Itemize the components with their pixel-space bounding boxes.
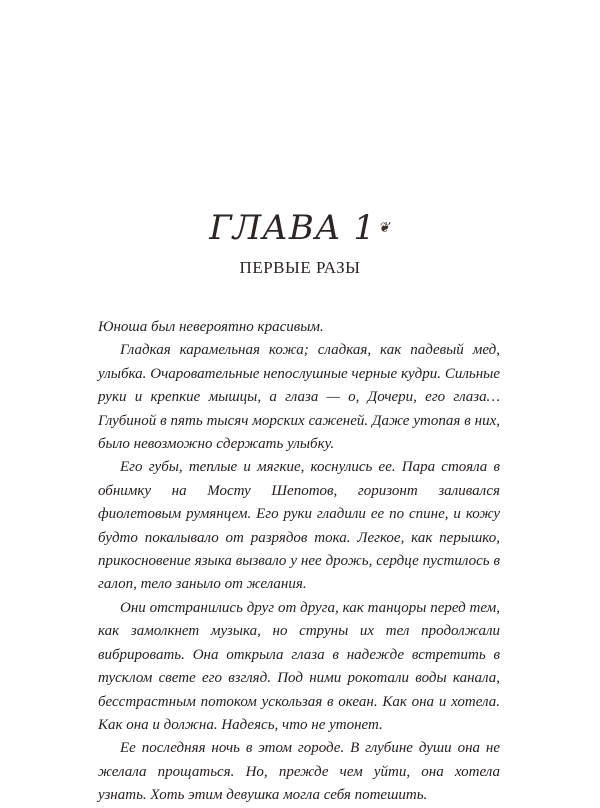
paragraph: Юноша был невероятно красивым. [98, 319, 324, 335]
chapter-title-text: ГЛАВА 1 [209, 208, 377, 248]
chapter-heading [0, 206, 600, 250]
chapter-title [209, 206, 391, 250]
paragraph: Его губы, теплые и мягкие, коснулись ее. Пара стояла в обнимку на Мосту Шепотов, горизонт заливался фиолетовым румянцем. Его руки гладили ее по спине, и кожу будто покалывало от разрядов тока. Легкое, как перышко, прикосновение языка вызвало у нее дрожь, сердце пустилось в галоп, тело заныло от желания. [98, 459, 500, 593]
paragraph: Ее последняя ночь в этом городе. В глубине души она не желала прощаться. Но, прежде чем уйти, она хотела узнать. Хоть этим девушка могла себя потешить. [98, 740, 500, 804]
paragraph: Они отстранились друг от друга, как танцоры перед тем, как замолкнет музыка, но струны их тел продолжали вибрировать. Она открыла глаза в надежде встретить в тусклом свете его взгляд. Под ними рокотали воды канала, бесстрастным потоком ускользая в океан. Как она и хотела. Как она и должна. Надеясь, что не утонет. [98, 599, 500, 733]
chapter-body [98, 316, 500, 808]
chapter-subtitle: ПЕРВЫЕ РАЗЫ [239, 258, 361, 277]
flourish-ornament-icon: ❦ [378, 220, 391, 236]
paragraph: Гладкая карамельная кожа; сладкая, как падевый мед, улыбка. Очаровательные непослушные черные кудри. Сильные руки и крепкие мышцы, а глаза — о, Дочери, его глаза… Глубиной в пять тысяч морских саженей. Даже утопая в них, было невозможно сдержать улыбку. [98, 342, 500, 453]
